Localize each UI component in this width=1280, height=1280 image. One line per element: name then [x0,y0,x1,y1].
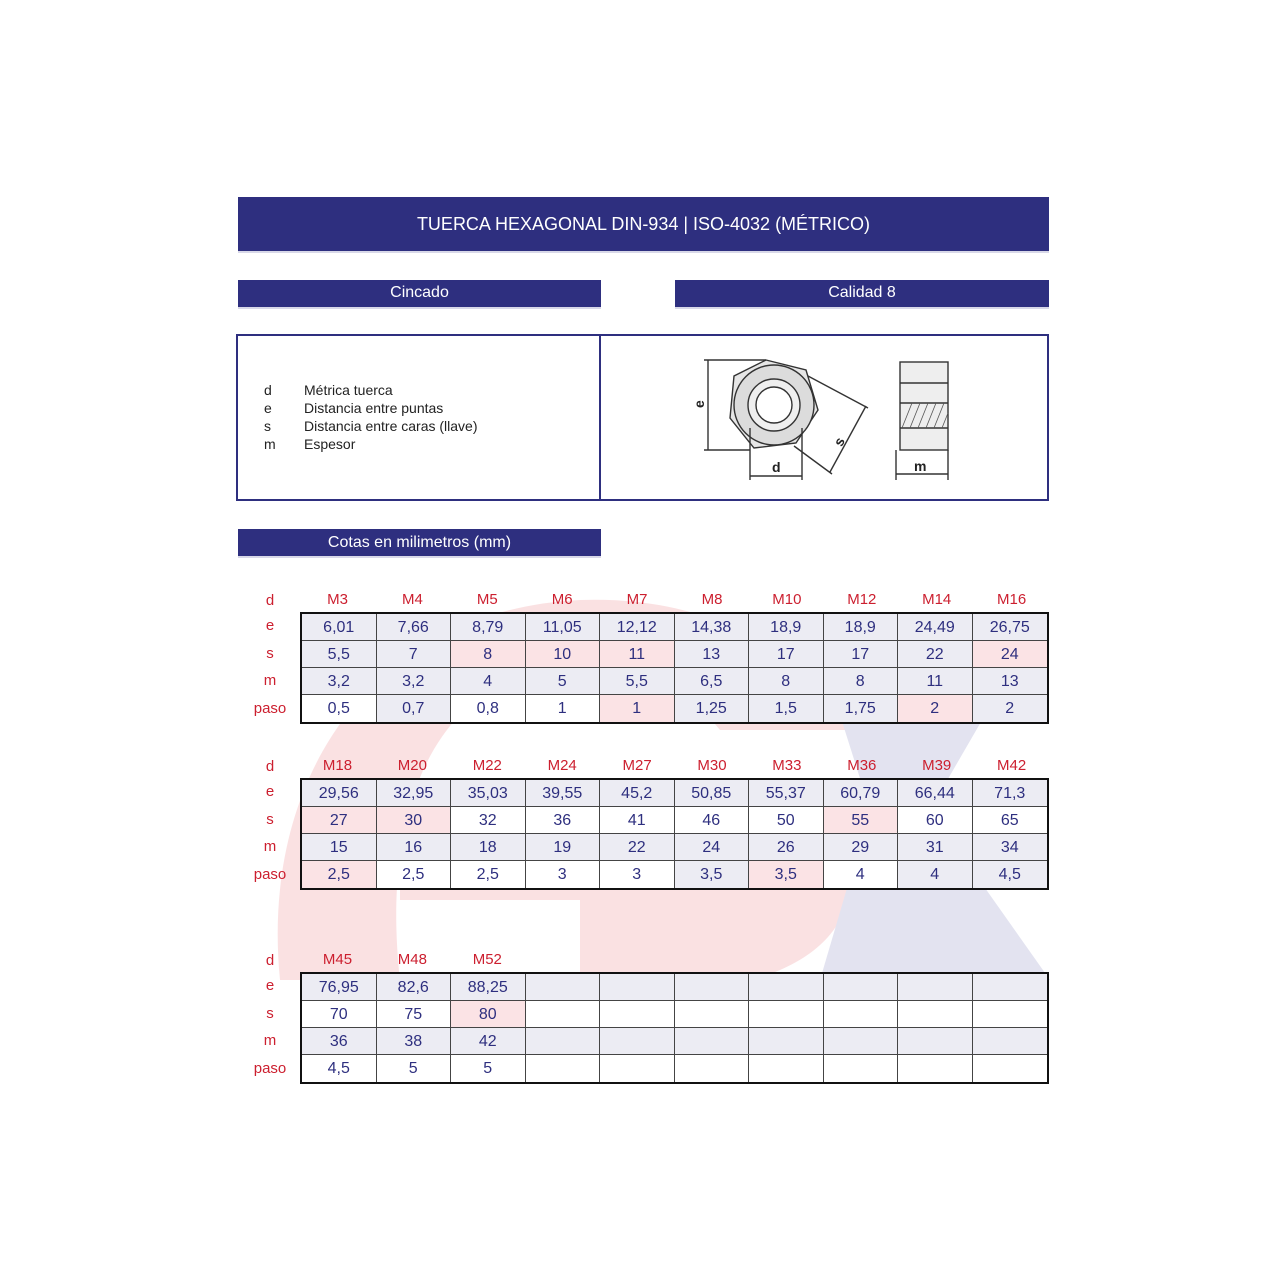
table-cell-e: 88,25 [451,974,526,1001]
table-cell-paso: 3 [600,861,675,888]
table-cell-e: 29,56 [302,780,377,807]
table-cell-s: 5,5 [302,641,377,668]
table-cell-s: 32 [451,807,526,834]
table-cell-e [526,974,601,1001]
dimension-table [300,972,1049,1084]
size-header [749,948,824,972]
table-cell-m: 13 [973,668,1048,695]
table-cell-m: 26 [749,834,824,861]
table-cell-m [898,1028,973,1055]
table-cell-s: 22 [898,641,973,668]
size-header: M12 [847,591,877,608]
table-cell-e: 24,49 [898,614,973,641]
table-cell-e: 50,85 [675,780,750,807]
table-cell-s [749,1001,824,1028]
table-cell-paso: 1,5 [749,695,824,722]
table-cell-e: 14,38 [675,614,750,641]
legend-item [264,417,478,435]
legend-item [264,435,355,453]
table-cell-s: 27 [302,807,377,834]
table-cell-paso [898,1055,973,1082]
table-cell-m: 6,5 [675,668,750,695]
legend-text: Distancia entre puntas [304,400,444,416]
diagram-label-s: s [830,434,848,449]
table-cell-s [824,1001,899,1028]
table-cell-s: 46 [675,807,750,834]
row-label-m: m [263,838,277,855]
row-label-s: s [266,1004,274,1022]
table-cell-s: 50 [749,807,824,834]
table-cell-s: 17 [749,641,824,668]
table-cell-paso: 4,5 [973,861,1048,888]
table-cell-m: 3,2 [377,668,452,695]
row-label-m: m [263,672,277,689]
legend-text: Métrica tuerca [304,382,393,398]
table-cell-m: 4 [451,668,526,695]
size-header: M10 [772,591,802,608]
table-cell-e [749,974,824,1001]
table-cell-paso: 3,5 [749,861,824,888]
row-label-e: e [265,977,275,994]
table-cell-m: 3,2 [302,668,377,695]
table-cell-m [824,1028,899,1055]
table-cell-e: 55,37 [749,780,824,807]
table-cell-m: 8 [824,668,899,695]
table-cell-e: 66,44 [898,780,973,807]
size-header: M5 [476,591,498,608]
table-cell-e: 76,95 [302,974,377,1001]
dimension-table [300,612,1049,724]
table-cell-m: 34 [973,834,1048,861]
table-cell-paso: 1 [526,695,601,722]
table-cell-paso: 1,75 [824,695,899,722]
size-header: M27 [622,757,652,774]
table-cell-s: 75 [377,1001,452,1028]
table-cell-s: 80 [451,1001,526,1028]
table-cell-s: 55 [824,807,899,834]
legend-item [264,381,393,399]
table-cell-e [675,974,750,1001]
row-label-paso: paso [253,865,287,883]
table-cell-s [973,1001,1048,1028]
table-cell-e: 26,75 [973,614,1048,641]
table-cell-m: 5 [526,668,601,695]
size-header: M6 [551,591,573,608]
table-cell-paso [675,1055,750,1082]
table-cell-paso [526,1055,601,1082]
legend-item [264,399,443,417]
size-header: M30 [697,757,727,774]
legend-divider [599,334,601,501]
table-cell-e: 71,3 [973,780,1048,807]
table-cell-paso: 0,8 [451,695,526,722]
table-cell-m: 8 [749,668,824,695]
size-header: M22 [472,757,502,774]
table-cell-paso [600,1055,675,1082]
table-cell-paso: 3 [526,861,601,888]
table-cell-m: 36 [302,1028,377,1055]
table-cell-paso: 4 [824,861,899,888]
table-cell-e: 7,66 [377,614,452,641]
table-cell-paso: 1,25 [675,695,750,722]
table-cell-s: 7 [377,641,452,668]
table-cell-paso: 2,5 [302,861,377,888]
table-cell-e [898,974,973,1001]
table-cell-paso: 5 [377,1055,452,1082]
table-cell-e: 60,79 [824,780,899,807]
size-header [974,948,1049,972]
table-cell-e: 82,6 [377,974,452,1001]
table-cell-e: 32,95 [377,780,452,807]
table-cell-e: 12,12 [600,614,675,641]
table-cell-e: 39,55 [526,780,601,807]
dimension-table [300,778,1049,890]
table-cell-m: 42 [451,1028,526,1055]
table-cell-paso: 3,5 [675,861,750,888]
table-cell-e [600,974,675,1001]
table-cell-paso [824,1055,899,1082]
table-cell-s: 41 [600,807,675,834]
row-label-paso: paso [253,699,287,717]
page-title: TUERCA HEXAGONAL DIN-934 | ISO-4032 (MÉTRICO) [238,197,1049,251]
size-header: M3 [327,591,348,608]
row-label-paso: paso [253,1059,287,1077]
table-cell-m: 18 [451,834,526,861]
legend-key: e [264,400,272,416]
table-cell-e [973,974,1048,1001]
size-header: M4 [401,591,423,608]
table-cell-s: 8 [451,641,526,668]
table-cell-e: 18,9 [824,614,899,641]
legend-key: s [264,418,271,434]
row-label-e: e [265,783,275,800]
row-label-d: d [265,952,275,969]
table-cell-m: 38 [377,1028,452,1055]
row-label-s: s [266,644,274,662]
table-cell-paso: 2,5 [377,861,452,888]
table-cell-s: 70 [302,1001,377,1028]
table-cell-paso: 4 [898,861,973,888]
size-header [525,948,600,972]
size-header: M8 [701,591,723,608]
table-cell-m: 22 [600,834,675,861]
table-cell-s: 60 [898,807,973,834]
table-cell-m [526,1028,601,1055]
size-header: M48 [397,951,427,968]
size-header [824,948,899,972]
size-header: M39 [922,757,952,774]
row-label-s: s [266,810,274,828]
table-cell-m: 29 [824,834,899,861]
table-cell-paso: 4,5 [302,1055,377,1082]
table-cell-m: 24 [675,834,750,861]
table-cell-e [824,974,899,1001]
size-header [600,948,675,972]
table-cell-paso: 2 [973,695,1048,722]
table-cell-s: 10 [526,641,601,668]
size-header: M45 [322,951,353,968]
table-cell-m: 19 [526,834,601,861]
size-header: M36 [847,757,877,774]
table-cell-e: 35,03 [451,780,526,807]
size-header: M20 [397,757,427,774]
units-header: Cotas en milimetros (mm) [238,529,601,556]
legend-text: Distancia entre caras (llave) [304,418,478,434]
table-cell-s [600,1001,675,1028]
diagram-label-d: d [772,459,781,475]
table-cell-paso [973,1055,1048,1082]
table-cell-m: 15 [302,834,377,861]
size-header: M16 [997,591,1027,608]
grade-header: Calidad 8 [675,280,1049,307]
table-cell-paso: 5 [451,1055,526,1082]
table-cell-m: 16 [377,834,452,861]
table-cell-e: 18,9 [749,614,824,641]
table-cell-paso: 0,7 [377,695,452,722]
legend-key: m [264,436,276,452]
row-label-d: d [265,758,275,775]
size-header: M7 [626,591,648,608]
table-cell-m: 5,5 [600,668,675,695]
size-header: M24 [547,757,577,774]
diagram-label-m: m [914,458,927,474]
table-cell-s [898,1001,973,1028]
table-cell-s [675,1001,750,1028]
table-cell-e: 6,01 [302,614,377,641]
table-cell-e: 45,2 [600,780,675,807]
table-cell-paso: 2 [898,695,973,722]
table-cell-s: 30 [377,807,452,834]
finish-header: Cincado [238,280,601,307]
size-header [675,948,750,972]
legend-text: Espesor [304,436,356,452]
table-cell-m [973,1028,1048,1055]
table-cell-e: 8,79 [451,614,526,641]
table-cell-s: 36 [526,807,601,834]
hex-nut-diagram [690,348,960,488]
table-cell-s: 17 [824,641,899,668]
table-cell-paso: 2,5 [451,861,526,888]
size-header: M14 [922,591,952,608]
row-label-e: e [265,617,275,634]
table-cell-paso: 1 [600,695,675,722]
table-cell-m [675,1028,750,1055]
table-cell-m: 11 [898,668,973,695]
diagram-label-e: e [691,400,707,408]
table-cell-e: 11,05 [526,614,601,641]
table-cell-paso: 0,5 [302,695,377,722]
row-label-d: d [265,592,275,609]
size-header [899,948,974,972]
size-header: M52 [472,951,502,968]
table-cell-s: 11 [600,641,675,668]
table-cell-s: 24 [973,641,1048,668]
size-header: M42 [997,757,1027,774]
table-cell-paso [749,1055,824,1082]
size-header: M33 [772,757,802,774]
size-header: M18 [322,757,353,774]
table-cell-s: 13 [675,641,750,668]
table-cell-m [600,1028,675,1055]
row-label-m: m [263,1032,277,1049]
legend-key: d [264,382,272,398]
table-cell-s: 65 [973,807,1048,834]
table-cell-m: 31 [898,834,973,861]
table-cell-s [526,1001,601,1028]
table-cell-m [749,1028,824,1055]
